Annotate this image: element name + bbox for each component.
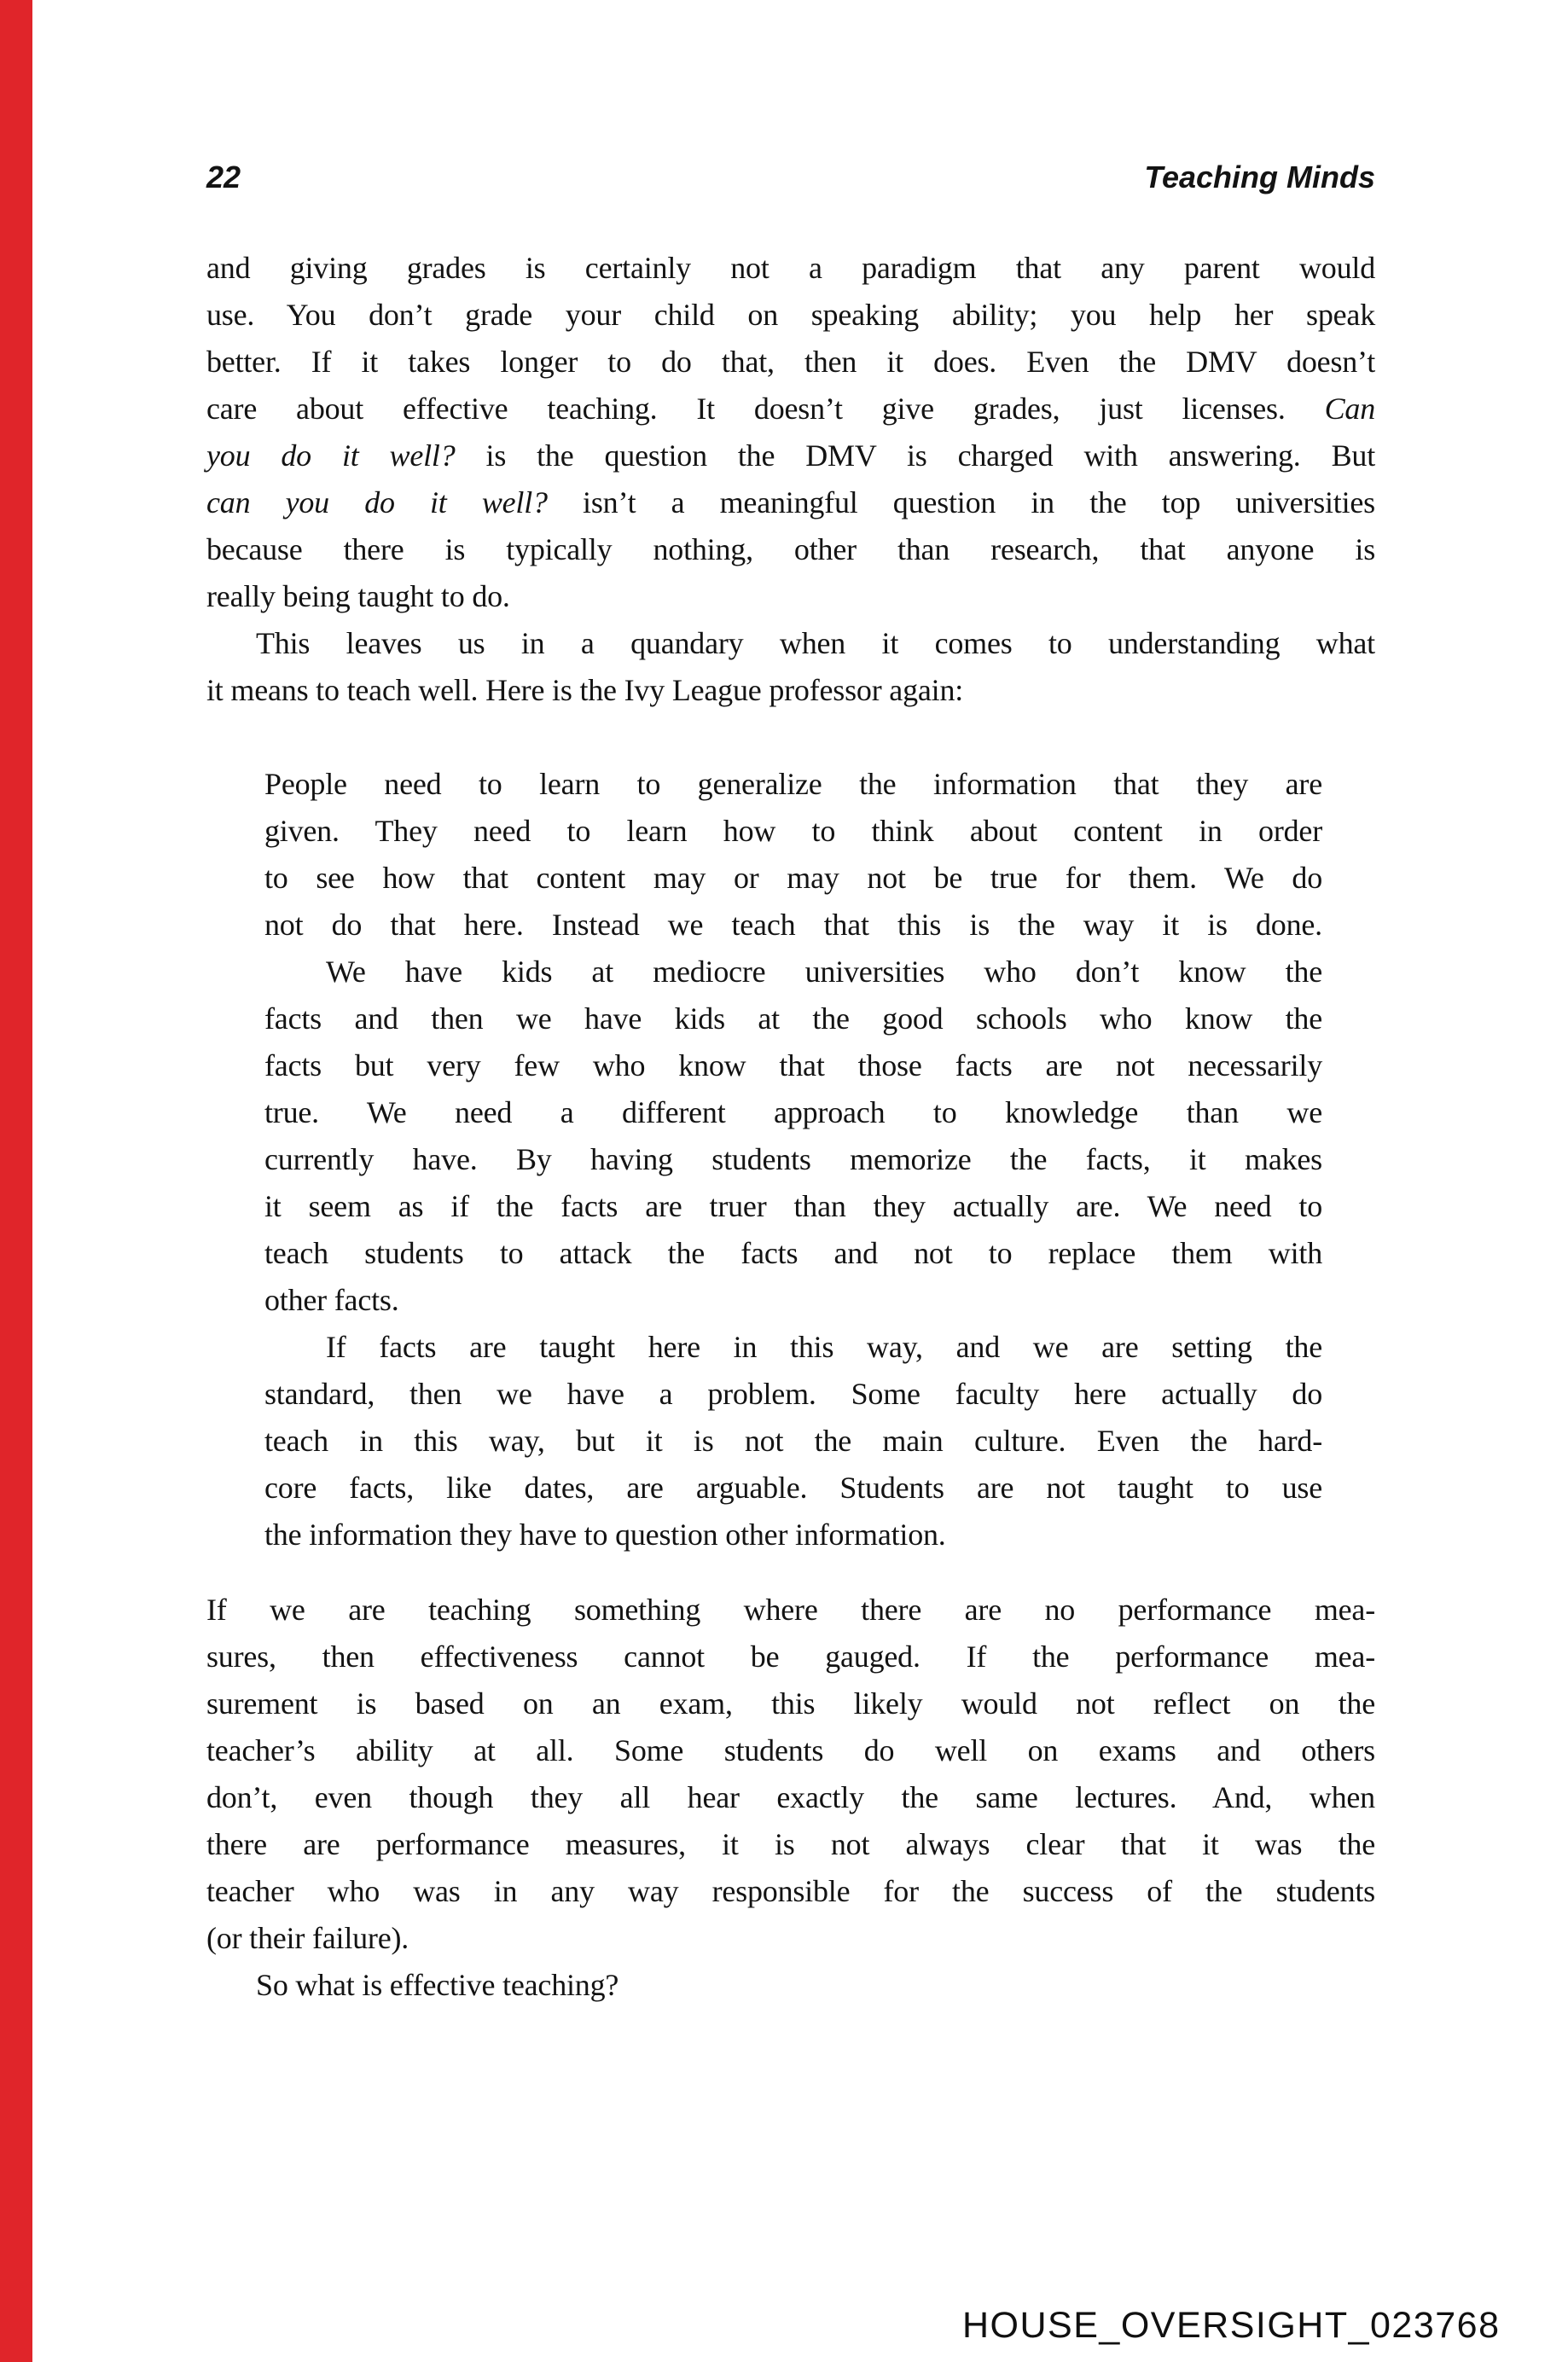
text-line: We have kids at mediocre universities who don’t know the xyxy=(326,955,1322,989)
text-line: standard, then we have a problem. Some faculty here actually do xyxy=(264,1377,1322,1411)
text-line: sures, then effectiveness cannot be gauged. If the performance mea- xyxy=(206,1639,1375,1674)
text-line: don’t, even though they all hear exactly the same lectures. And, when xyxy=(206,1780,1375,1814)
running-title: Teaching Minds xyxy=(1144,160,1375,194)
text-line: other facts. xyxy=(264,1283,399,1317)
text-line: not do that here. Instead we teach that this is the way it is done. xyxy=(264,908,1322,942)
text-line: to see how that content may or may not be true for them. We do xyxy=(264,861,1322,895)
paragraph xyxy=(206,1587,1375,1962)
blockquote xyxy=(264,761,1322,1558)
text-line: (or their failure). xyxy=(206,1921,409,1955)
text-line: better. If it takes longer to do that, then it does. Even the DMV doesn’t xyxy=(206,345,1375,379)
text-line: core facts, like dates, are arguable. Students are not taught to use xyxy=(264,1471,1322,1505)
text-line: If we are teaching something where there are no performance mea- xyxy=(206,1593,1375,1627)
text-line: People need to learn to generalize the information that they are xyxy=(264,767,1322,801)
text-line: If facts are taught here in this way, and we are setting the xyxy=(326,1330,1322,1364)
paragraph xyxy=(206,245,1375,620)
text-line: teacher’s ability at all. Some students do well on exams and others xyxy=(206,1733,1375,1767)
text-line: teacher who was in any way responsible for the success of the students xyxy=(206,1874,1375,1908)
text-line: surement is based on an exam, this likely would not reflect on the xyxy=(206,1686,1375,1721)
text-line: you do it well? is the question the DMV is charged with answering. But xyxy=(206,438,1375,473)
text-line: it seem as if the facts are truer than they actually are. We need to xyxy=(264,1189,1322,1223)
watermark-bates-stamp: HOUSE_OVERSIGHT_023768 xyxy=(962,2305,1501,2346)
text-line: can you do it well? isn’t a meaningful question in the top universities xyxy=(206,485,1375,519)
text-line: it means to teach well. Here is the Ivy League professor again: xyxy=(206,673,964,707)
text-line: facts but very few who know that those facts are not necessarily xyxy=(264,1048,1322,1082)
paragraph xyxy=(206,620,1375,714)
text-line: true. We need a different approach to knowledge than we xyxy=(264,1095,1322,1129)
text-line: use. You don’t grade your child on speaking ability; you help her speak xyxy=(206,298,1375,332)
text-line: This leaves us in a quandary when it comes to understanding what xyxy=(256,626,1375,660)
text-line: teach in this way, but it is not the main culture. Even the hard- xyxy=(264,1424,1322,1458)
text-line: because there is typically nothing, other than research, that anyone is xyxy=(206,532,1375,566)
text-line: So what is effective teaching? xyxy=(256,1968,619,2002)
text-line: care about effective teaching. It doesn’t give grades, just licenses. Can xyxy=(206,392,1375,426)
scan-edge-stripe xyxy=(0,0,32,2362)
text-line: facts and then we have kids at the good schools who know the xyxy=(264,1001,1322,1036)
paragraph xyxy=(206,1962,1375,2009)
body-text xyxy=(206,245,1375,2009)
text-line: and giving grades is certainly not a paradigm that any parent would xyxy=(206,251,1375,285)
running-header xyxy=(206,160,1375,200)
text-line: really being taught to do. xyxy=(206,579,510,613)
text-line: the information they have to question other information. xyxy=(264,1518,946,1552)
page-number: 22 xyxy=(206,160,241,194)
text-line: teach students to attack the facts and not to replace them with xyxy=(264,1236,1322,1270)
text-line: given. They need to learn how to think about content in order xyxy=(264,814,1322,848)
text-line: currently have. By having students memorize the facts, it makes xyxy=(264,1142,1322,1176)
text-line: there are performance measures, it is not always clear that it was the xyxy=(206,1827,1375,1861)
